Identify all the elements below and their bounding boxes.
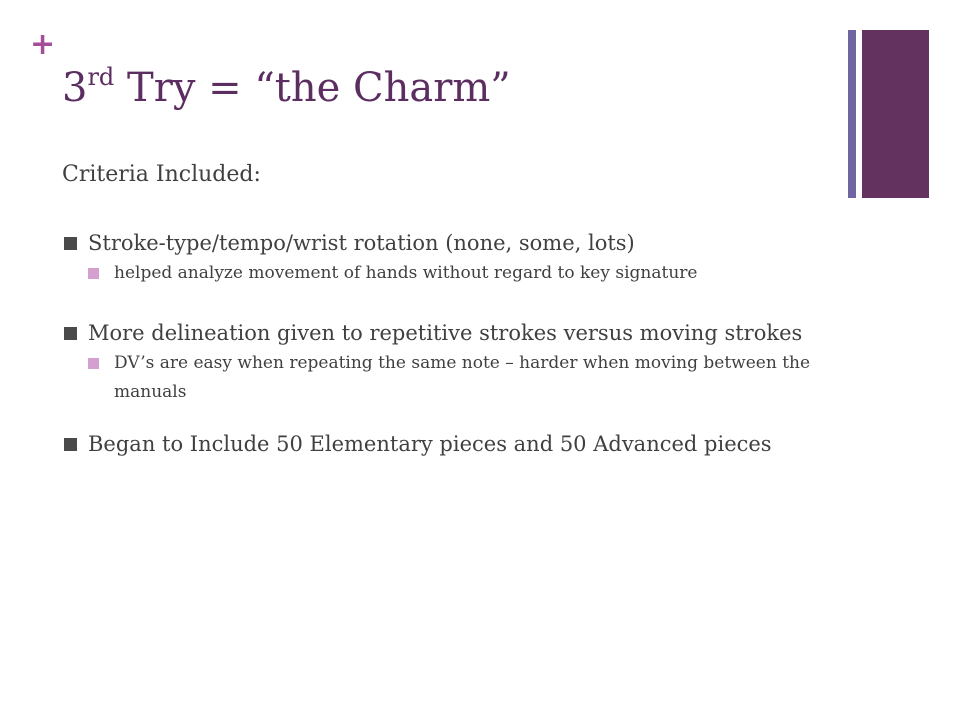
bullet-text: Stroke-type/tempo/wrist rotation (none, some, lots) [88, 231, 635, 255]
intro-text: Criteria Included: [62, 162, 261, 187]
square-bullet-icon [64, 327, 77, 340]
square-bullet-icon [64, 237, 77, 250]
sub-bullet-text: helped analyze movement of hands without regard to key signature [114, 263, 698, 283]
sub-bullet-item [62, 259, 842, 288]
bullet-item [62, 318, 842, 349]
accent-bar-thin [848, 30, 856, 198]
bullet-list [62, 228, 842, 460]
square-bullet-icon [64, 438, 77, 451]
title-text: Try = “the Charm” [114, 65, 511, 111]
sub-bullet-text: DV’s are easy when repeating the same note – harder when moving between the manuals [114, 353, 811, 402]
bullet-item [62, 228, 842, 259]
sub-bullet-item [62, 349, 842, 407]
bullet-text: More delineation given to repetitive strokes versus moving strokes [88, 321, 803, 345]
slide-title [62, 62, 511, 114]
title-superscript: rd [87, 63, 115, 91]
title-number: 3 [62, 65, 88, 111]
plus-mark: + [30, 27, 56, 62]
bullet-item [62, 429, 842, 460]
square-sub-bullet-icon [88, 358, 99, 369]
accent-bar-thick [862, 30, 929, 198]
bullet-text: Began to Include 50 Elementary pieces and 50 Advanced pieces [88, 432, 772, 456]
square-sub-bullet-icon [88, 268, 99, 279]
